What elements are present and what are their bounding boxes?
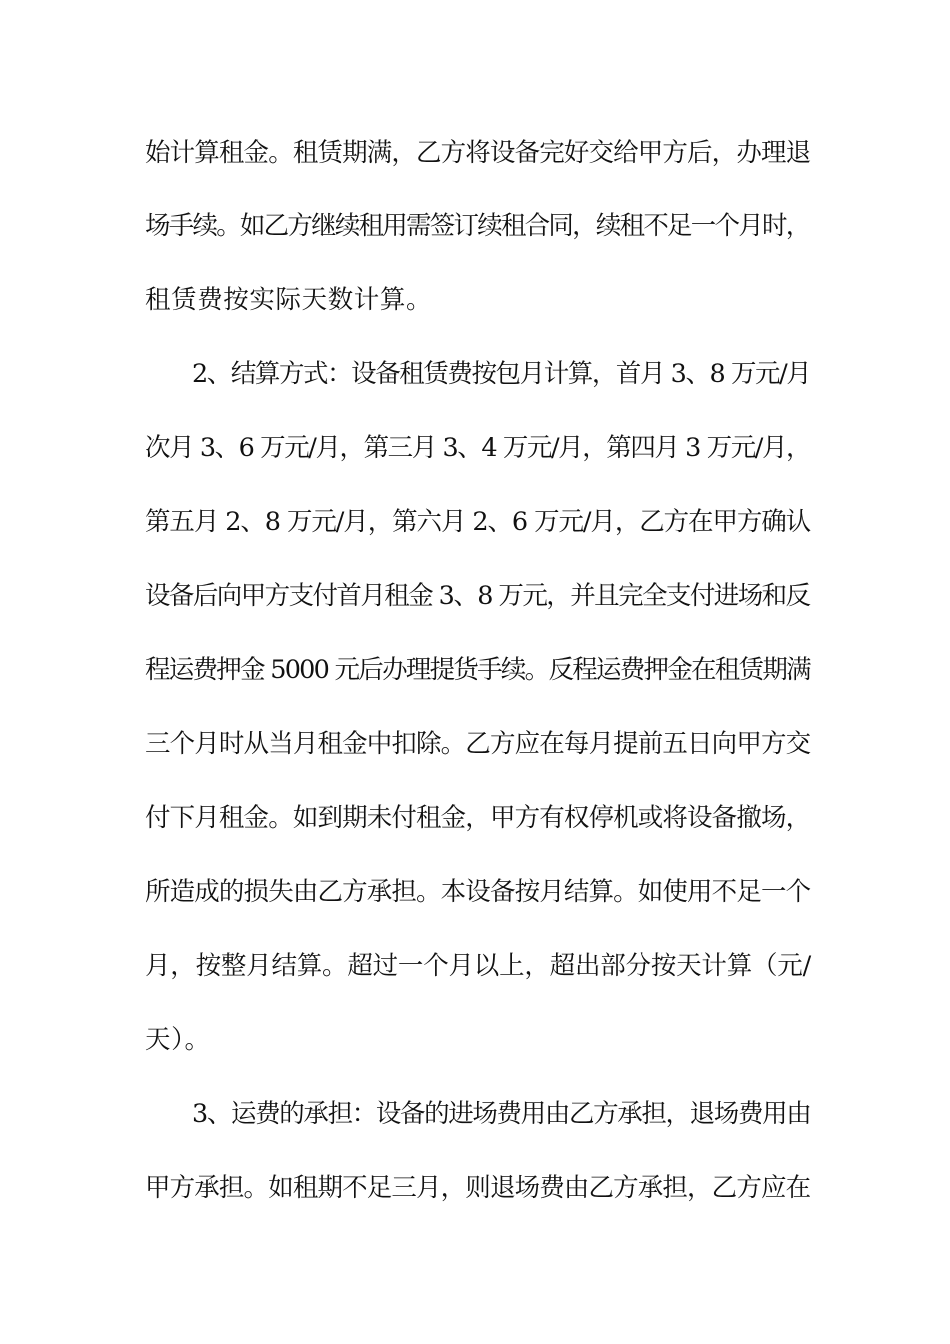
paragraph-3-first-line: 3、运费的承担：设备的进场费用由乙方承担，退场费用由 — [192, 1099, 811, 1129]
text-line: 三个月时从当月租金中扣除。乙方应在每月提前五日向甲方交 — [145, 729, 811, 759]
text-line: 甲方承担。如租期不足三月，则退场费由乙方承担，乙方应在 — [145, 1173, 811, 1203]
text-line: 所造成的损失由乙方承担。本设备按月结算。如使用不足一个 — [145, 877, 811, 907]
text-line: 租赁费按实际天数计算。 — [145, 285, 433, 315]
text-line: 月，按整月结算。超过一个月以上，超出部分按天计算（元/ — [145, 951, 811, 981]
paragraph-2-first-line: 2、结算方式：设备租赁费按包月计算，首月 3、8 万元/月 — [192, 359, 811, 389]
text-line: 次月 3、6 万元/月，第三月 3、4 万元/月，第四月 3 万元/月， — [145, 433, 811, 463]
text-line: 场手续。如乙方继续租用需签订续租合同，续租不足一个月时， — [145, 211, 810, 241]
text-line: 第五月 2、8 万元/月，第六月 2、6 万元/月，乙方在甲方确认 — [145, 507, 811, 537]
text-line: 付下月租金。如到期未付租金，甲方有权停机或将设备撤场， — [145, 803, 811, 833]
text-line: 始计算租金。租赁期满，乙方将设备完好交给甲方后，办理退 — [145, 138, 811, 168]
text-line: 程运费押金 5000 元后办理提货手续。反程运费押金在租赁期满 — [145, 655, 810, 685]
text-line: 天）。 — [145, 1025, 211, 1055]
text-line: 设备后向甲方支付首月租金 3、8 万元，并且完全支付进场和反 — [145, 581, 810, 611]
